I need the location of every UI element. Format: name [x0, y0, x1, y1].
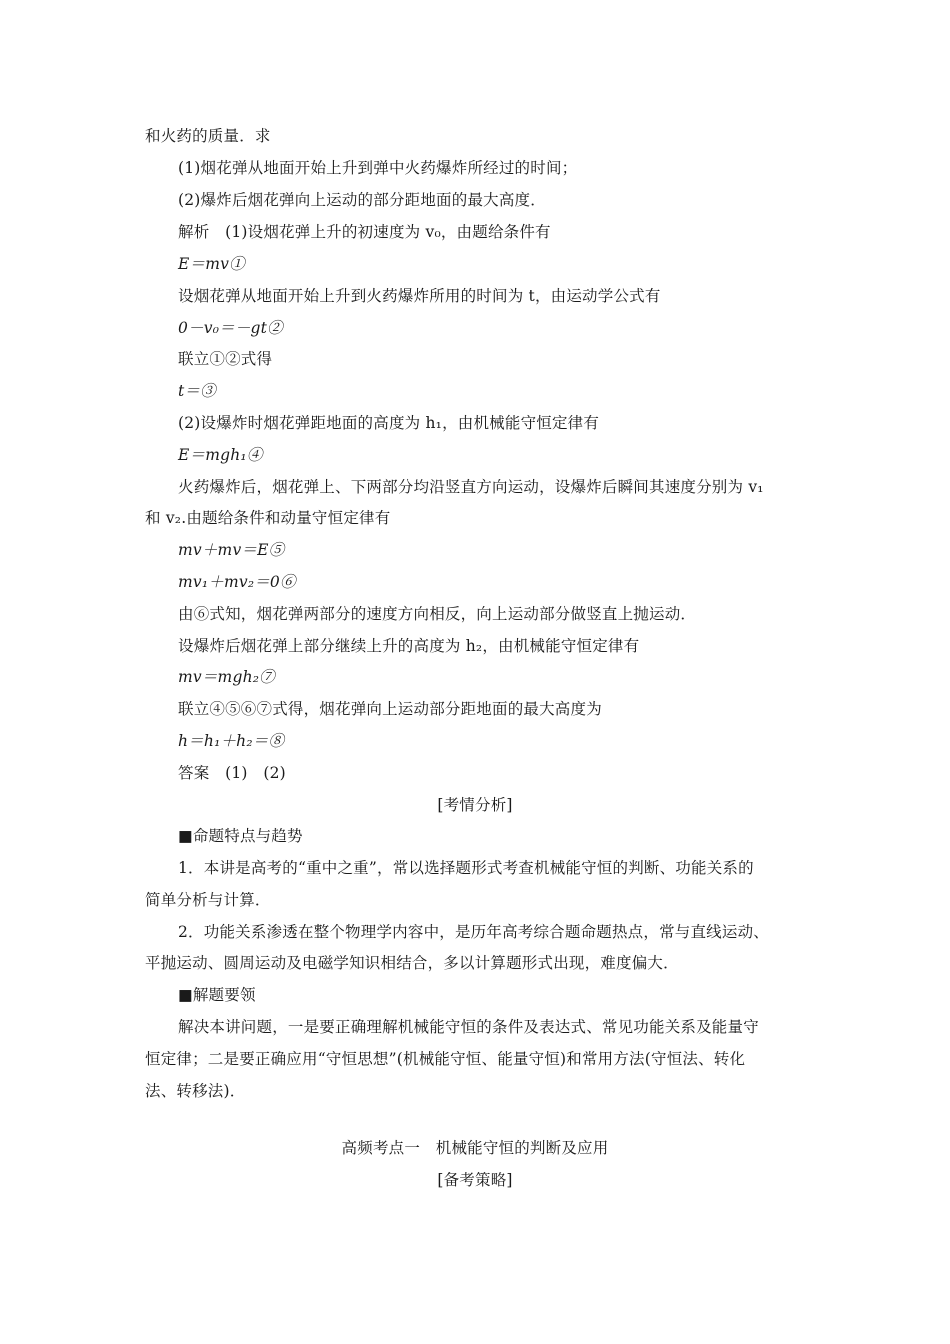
subheading-features: ■命题特点与趋势 [178, 827, 303, 845]
question-part-1: (1)烟花弹从地面开始上升到弹中火药爆炸所经过的时间； [178, 159, 578, 177]
text-line: 简单分析与计算． [145, 891, 271, 909]
equation-3: t＝③ [178, 382, 216, 400]
equation-5: mv＋mv＝E⑤ [178, 541, 285, 559]
text-line: 法、转移法)． [145, 1082, 246, 1100]
text-line: 设烟花弹从地面开始上升到火药爆炸所用的时间为 t，由运动学公式有 [178, 287, 661, 305]
answer-line: 答案 (1) (2) [178, 764, 286, 782]
text-line: 解决本讲问题，一是要正确理解机械能守恒的条件及表达式、常见功能关系及能量守 [178, 1018, 759, 1036]
section-heading-analysis: [考情分析] [437, 796, 513, 814]
text-line: 联立④⑤⑥⑦式得，烟花弹向上运动部分距地面的最大高度为 [178, 700, 602, 718]
equation-1: E＝mv① [178, 255, 245, 273]
equation-2: 0－v₀＝－gt② [178, 319, 283, 337]
section-heading-strategy: [备考策略] [437, 1171, 513, 1189]
text-line: 由⑥式知，烟花弹两部分的速度方向相反，向上运动部分做竖直上抛运动． [178, 605, 697, 623]
text-line: 平抛运动、圆周运动及电磁学知识相结合，多以计算题形式出现，难度偏大． [145, 954, 679, 972]
question-part-2: (2)爆炸后烟花弹向上运动的部分距地面的最大高度． [178, 191, 546, 209]
section-heading-topic-1: 高频考点一 机械能守恒的判断及应用 [341, 1139, 609, 1157]
text-line: 2．功能关系渗透在整个物理学内容中，是历年高考综合题命题热点，常与直线运动、 [178, 923, 769, 941]
text-line: 恒定律；二是要正确应用“守恒思想”(机械能守恒、能量守恒)和常用方法(守恒法、转化 [145, 1050, 746, 1068]
text-line: 1．本讲是高考的“重中之重”，常以选择题形式考查机械能守恒的判断、功能关系的 [178, 859, 754, 877]
equation-7: mv＝mgh₂⑦ [178, 668, 275, 686]
solution-heading: 解析 (1)设烟花弹上升的初速度为 v₀，由题给条件有 [178, 223, 551, 241]
text-line: 和火药的质量．求 [145, 127, 271, 145]
text-line: 设爆炸后烟花弹上部分继续上升的高度为 h₂，由机械能守恒定律有 [178, 637, 640, 655]
equation-4: E＝mgh₁④ [178, 446, 263, 464]
text-line: 火药爆炸后，烟花弹上、下两部分均沿竖直方向运动，设爆炸后瞬间其速度分别为 v₁ [178, 478, 764, 496]
text-line: 联立①②式得 [178, 350, 273, 368]
text-line: (2)设爆炸时烟花弹距地面的高度为 h₁，由机械能守恒定律有 [178, 414, 600, 432]
text-line: 和 v₂.由题给条件和动量守恒定律有 [145, 509, 391, 527]
equation-8: h＝h₁＋h₂＝⑧ [178, 732, 285, 750]
subheading-key-points: ■解题要领 [178, 986, 256, 1004]
equation-6: mv₁＋mv₂＝0⑥ [178, 573, 296, 591]
